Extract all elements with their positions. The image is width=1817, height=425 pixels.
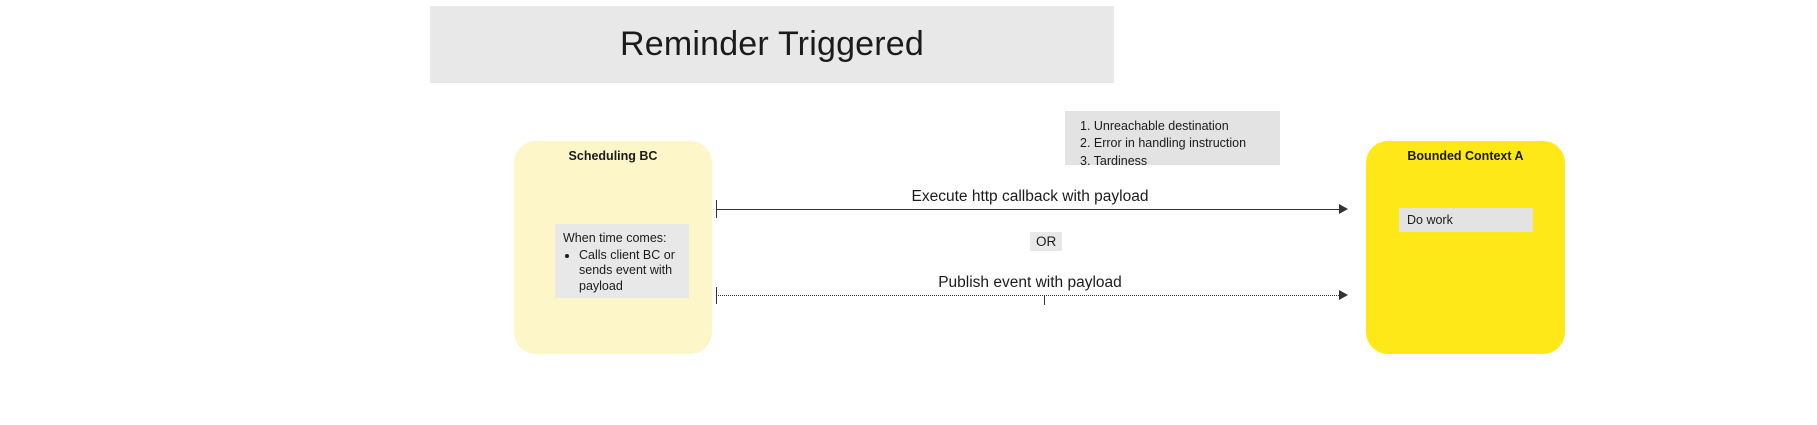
list-item: • Calls client BC or sends event with payload: [579, 248, 681, 295]
do-work-task: Do work: [1399, 208, 1533, 232]
scheduling-bc-title: Scheduling BC: [568, 149, 658, 163]
failure-modes-note: [1065, 111, 1280, 168]
execute-callback-arrow-line: [716, 209, 1341, 210]
publish-event-arrow-line: [716, 295, 1341, 296]
publish-event-arrow-mid-tick: [1044, 296, 1045, 305]
bounded-context-a-box: [1366, 141, 1565, 354]
execute-callback-arrow-tail-tick: [716, 200, 717, 218]
execute-callback-label: Execute http callback with payload: [911, 188, 1149, 205]
execute-callback-arrow-head: [1339, 204, 1348, 214]
bounded-context-a-title: Bounded Context A: [1407, 149, 1524, 163]
page-title: Reminder Triggered: [619, 25, 925, 63]
scheduling-bc-note-list: [563, 248, 681, 295]
scheduling-bc-note: [555, 224, 689, 298]
failure-note-line-3: 3. Tardiness: [1080, 153, 1148, 168]
diagram-title-banner: [430, 6, 1114, 83]
failure-note-line-1: 1. Unreachable destination: [1080, 119, 1229, 133]
or-separator: OR: [1030, 232, 1062, 251]
publish-event-arrow-tail-tick: [716, 287, 717, 304]
publish-event-label: Publish event with payload: [938, 274, 1122, 291]
publish-event-arrow-head: [1339, 290, 1348, 300]
scheduling-bc-note-heading: When time comes:: [563, 231, 667, 245]
failure-note-line-2: 2. Error in handling instruction: [1080, 136, 1247, 151]
